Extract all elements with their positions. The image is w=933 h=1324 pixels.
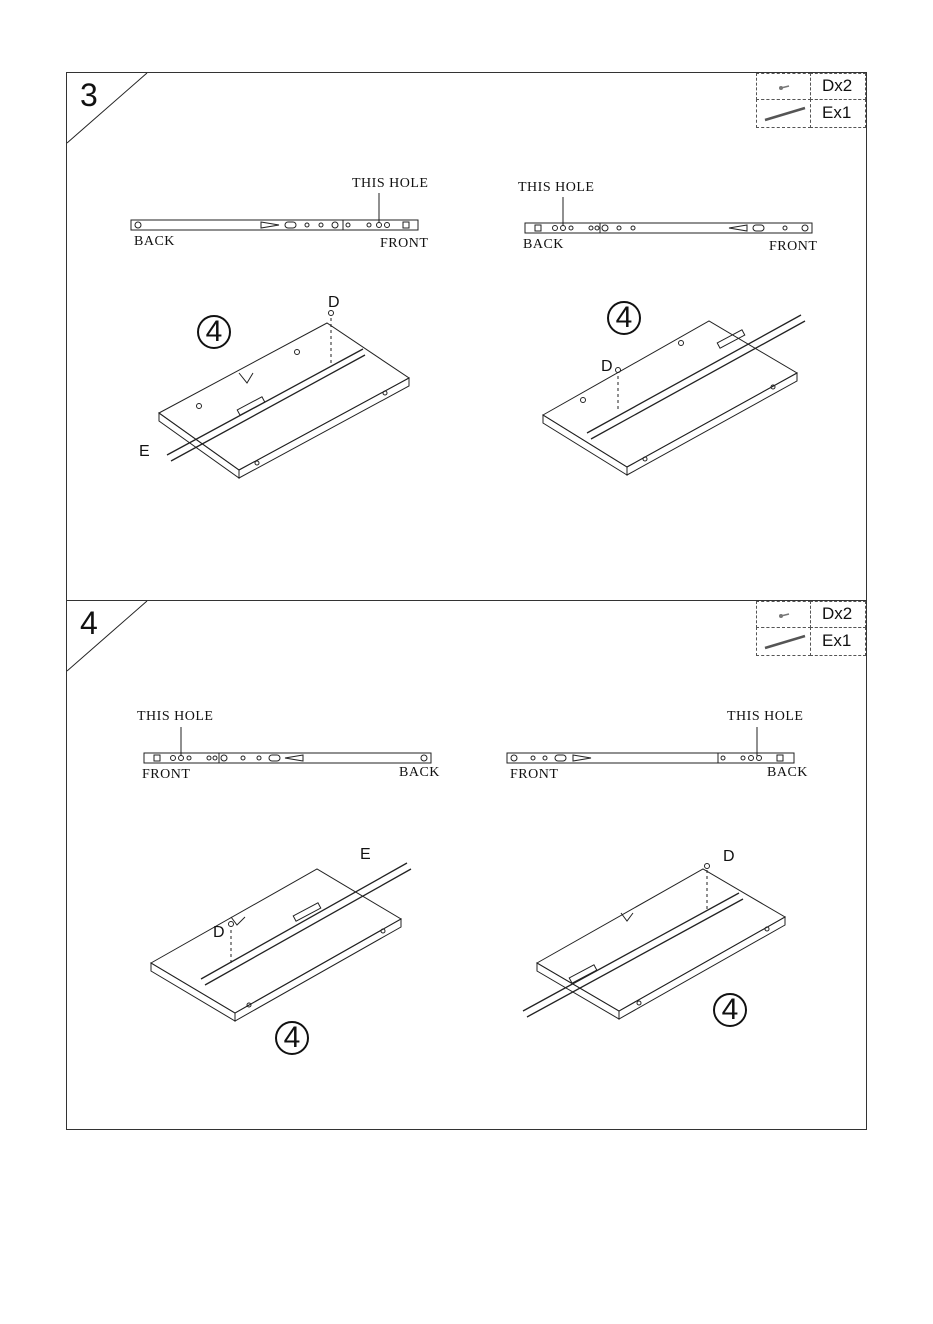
part-e-qty: Ex1 [822,631,852,650]
screw-label: D [723,848,735,865]
back-label-right: BACK [767,765,808,780]
step-number: 3 [80,77,98,113]
rail-label: E [360,846,371,863]
step-4-drawing [67,601,868,1131]
step-3-panel [66,72,867,601]
parts-list [756,601,866,656]
board-drawing-right [523,864,785,1020]
rail-icon [756,627,811,656]
circled-part-number: 4 [197,315,231,349]
part-d-qty: Dx2 [822,76,853,95]
back-label-right: BACK [523,237,564,252]
back-label-left: BACK [399,765,440,780]
rail-diagram-right [507,727,794,763]
board-drawing-left [151,863,411,1021]
screw-icon [756,601,811,628]
screw-icon [756,73,811,100]
step-4-panel [66,600,867,1130]
part-d-qty: Dx2 [822,604,853,623]
rail-label: E [139,443,150,460]
screw-label: D [601,358,613,375]
rail-diagram-right [525,197,812,233]
circled-part-number: 4 [275,1021,309,1055]
rail-diagram-left [144,727,431,763]
this-hole-label-right: THIS HOLE [727,709,804,724]
this-hole-label-left: THIS HOLE [137,709,214,724]
part-e-qty: Ex1 [822,103,852,122]
front-label-right: FRONT [510,767,559,782]
this-hole-label-right: THIS HOLE [518,180,595,195]
rail-diagram-left [131,193,418,230]
parts-list [756,73,866,128]
front-label-right: FRONT [769,239,818,254]
circled-part-number: 4 [607,301,641,335]
screw-label: D [213,924,225,941]
front-label-left: FRONT [142,767,191,782]
screw-label: D [328,294,340,311]
back-label-left: BACK [134,234,175,249]
this-hole-label-left: THIS HOLE [352,176,429,191]
step-number: 4 [80,605,98,641]
front-label-left: FRONT [380,236,429,251]
circled-part-number: 4 [713,993,747,1027]
step-3-drawing [67,73,868,602]
rail-icon [756,99,811,128]
board-drawing-right [543,315,805,475]
